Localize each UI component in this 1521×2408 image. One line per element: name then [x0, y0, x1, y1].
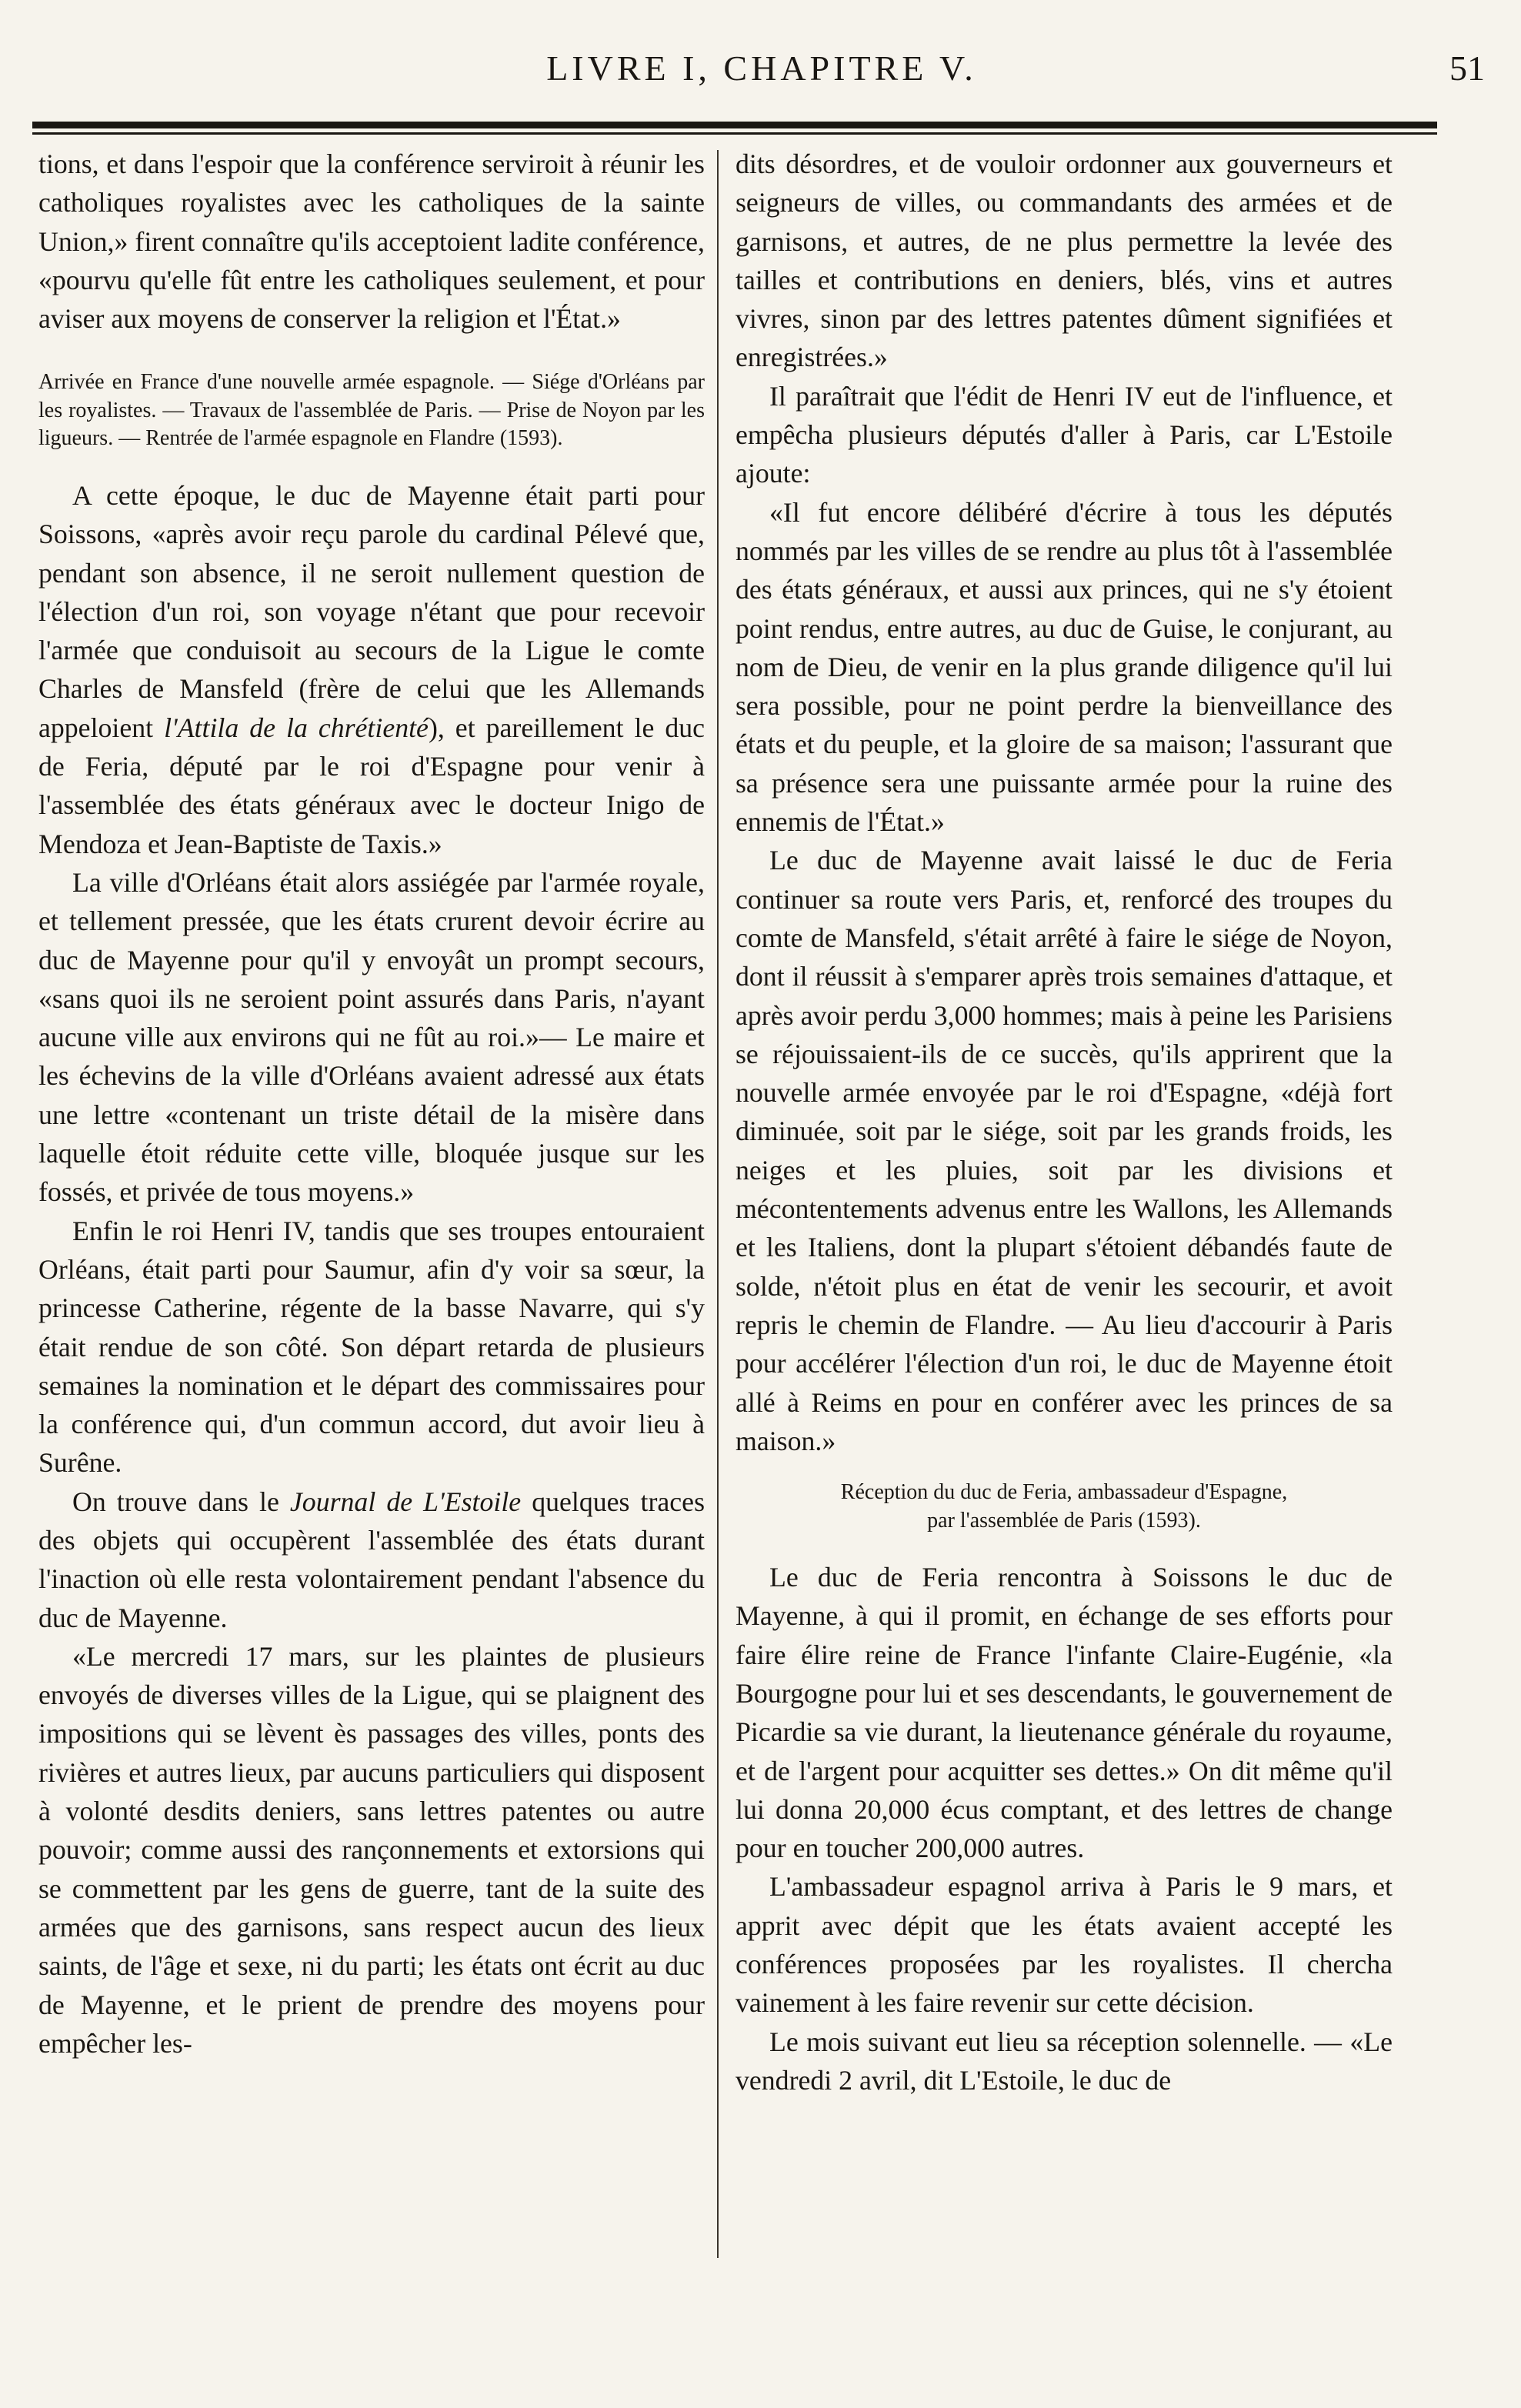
italic-text: l'Attila de la chrétienté	[164, 712, 429, 743]
paragraph	[38, 476, 705, 863]
paragraph: tions, et dans l'espoir que la conférence serviroit à réunir les catholiques royalistes avec les catholiques de la sainte Union,» firent connaître qu'ils acceptoient ladite conférence, «pourvu qu'elle fût entre les catholiques seulement, et pour aviser aux moyens de conserver la religion et l'État.»	[38, 148, 705, 335]
paragraph: «Le mercredi 17 mars, sur les plaintes de plusieurs envoyés de diverses villes de la Ligue, qui se plaignent des impositions qui se lèvent ès passages des villes, ponts des rivières et autres lieux, par aucuns particuliers qui disposent à volonté desdits deniers, sans lettres patentes ou autre pouvoir; comme aussi des rançonnements et extorsions qui se commettent par les gens de guerre, tant de la suite des armées que des garnisons, sans respect aucun des lieux saints, de l'âge et sexe, ni du parti; les états ont écrit au duc de Mayenne, et le prient de prendre des moyens pour empêcher les-	[38, 1640, 705, 2059]
text-run: quelques traces des objets qui occupèrent l'assemblée des états durant l'inaction où elle resta volontairement pendant l'absence du duc de Mayenne.	[38, 1486, 705, 1633]
paragraph: Le mois suivant eut lieu sa réception solennelle. — «Le vendredi 2 avril, dit L'Estoile, le duc de	[735, 2026, 1393, 2096]
page-header	[31, 48, 1493, 109]
paragraph: Le duc de Feria rencontra à Soissons le duc de Mayenne, à qui il promit, en échange de ses efforts pour faire élire reine de France l'infante Claire-Eugénie, «la Bourgogne pour lui et ses descendants, le gouvernement de Picardie sa vie durant, la lieutenance générale du royaume, et de l'argent pour acquitter ses dettes.» On dit même qu'il lui donna 20,000 écus comptant, et des lettres de change pour en toucher 200,000 autres.	[735, 1562, 1393, 1864]
text-run: ), et pareillement le duc de Feria, député par le roi d'Espagne pour venir à l'assemblée des états généraux avec le docteur Inigo de Mendoza et Jean-Baptiste de Taxis.»	[38, 712, 705, 859]
section-heading	[735, 1479, 1393, 1535]
page-number: 51	[1449, 48, 1485, 88]
paragraph: Il paraîtrait que l'édit de Henri IV eut de l'influence, et empêcha plusieurs députés d'aller à Paris, car L'Estoile ajoute:	[735, 380, 1393, 489]
paragraph	[38, 1482, 705, 1637]
header-rule-thick	[32, 122, 1437, 128]
section-summary: Arrivée en France d'une nouvelle armée espagnole. — Siége d'Orléans par les royalistes. — Travaux de l'assemblée de Paris. — Prise de Noyon par les ligueurs. — Rentrée de l'armée espagnole en Flandre (1593).	[38, 370, 705, 451]
paragraph: La ville d'Orléans était alors assiégée par l'armée royale, et tellement pressée, que les états crurent devoir écrire au duc de Mayenne pour qu'il y envoyât un prompt secours, «sans quoi ils ne seroient point assurés dans Paris, n'ayant aucune ville aux environs qui ne fût au roi.»— Le maire et les échevins de la ville d'Orléans avaient adressé aux états une lettre «contenant un triste détail de la misère dans laquelle étoit réduite cette ville, bloquée jusque sur les fossés, et privée de tous moyens.»	[38, 866, 705, 1208]
left-column	[38, 145, 705, 2063]
column-divider	[717, 150, 719, 2258]
section-heading-line: Réception du duc de Feria, ambassadeur d'Espagne,	[840, 1480, 1288, 1505]
paragraph: Enfin le roi Henri IV, tandis que ses troupes entouraient Orléans, était parti pour Saumur, afin d'y voir sa sœur, la princesse Catherine, régente de la basse Navarre, qui s'y était rendue de son côté. Son départ retarda de plusieurs semaines la nomination et le départ des commissaires pour la conférence qui, d'un commun accord, dut avoir lieu à Surêne.	[38, 1215, 705, 1479]
text-run: On trouve dans le	[72, 1486, 290, 1517]
header-rule-thin	[32, 132, 1437, 135]
paragraph: L'ambassadeur espagnol arriva à Paris le 9 mars, et apprit avec dépit que les états avaient accepté les conférences proposées par les royalistes. Il chercha vainement à les faire revenir sur cette décision.	[735, 1871, 1393, 2019]
running-title: LIVRE I, CHAPITRE V.	[546, 48, 977, 88]
section-heading-line: par l'assemblée de Paris (1593).	[927, 1508, 1201, 1533]
italic-text: Journal de L'Estoile	[289, 1486, 522, 1517]
paragraph: «Il fut encore délibéré d'écrire à tous les députés nommés par les villes de se rendre au plus tôt à l'assemblée des états généraux, et aussi aux princes, qui ne s'y étoient point rendus, entre autres, au duc de Guise, le conjurant, au nom de Dieu, de venir en la plus grande diligence qu'il lui sera possible, pour ne point perdre la bienveillance des états et du peuple, et la gloire de sa maison; l'assurant que sa présence sera une puissante armée pour la ruine des ennemis de l'État.»	[735, 496, 1393, 838]
right-column	[735, 145, 1393, 2099]
paragraph: Le duc de Mayenne avait laissé le duc de Feria continuer sa route vers Paris, et, renforcé des troupes du comte de Mansfeld, s'était arrêté à faire le siége de Noyon, dont il réussit à s'emparer après trois semaines d'attaque, et après avoir perdu 3,000 hommes; mais à peine les Parisiens se réjouissaient-ils de ce succès, qu'ils apprirent que la nouvelle armée envoyée par le roi d'Espagne, «déjà fort diminuée, soit par le siége, soit par les grands froids, les neiges et les pluies, soit par les divisions et mécontentements advenus entre les Wallons, les Allemands et les Italiens, dont la plupart s'étoient débandés faute de solde, n'étoit plus en état de venir les secourir, et avoit repris le chemin de Flandre. — Au lieu d'accourir à Paris pour accélérer l'élection d'un roi, le duc de Mayenne étoit allé à Reims en pour en conférer avec les princes de sa maison.»	[735, 845, 1393, 1456]
text-run: A cette époque, le duc de Mayenne était parti pour Soissons, «après avoir reçu parole du cardinal Pélevé que, pendant son absence, il ne seroit nullement question de l'élection d'un roi, son voyage n'étant que pour recevoir l'armée que conduisoit au secours de la Ligue le comte Charles de Mansfeld (frère de celui que les Allemands appeloient	[38, 479, 705, 743]
paragraph: dits désordres, et de vouloir ordonner aux gouverneurs et seigneurs de villes, ou commandants des armées et de garnisons, et autres, de ne plus permettre la levée des tailles et contributions en deniers, blés, vins et autres vivres, sinon par des lettres patentes dûment signifiées et enregistrées.»	[735, 148, 1393, 373]
